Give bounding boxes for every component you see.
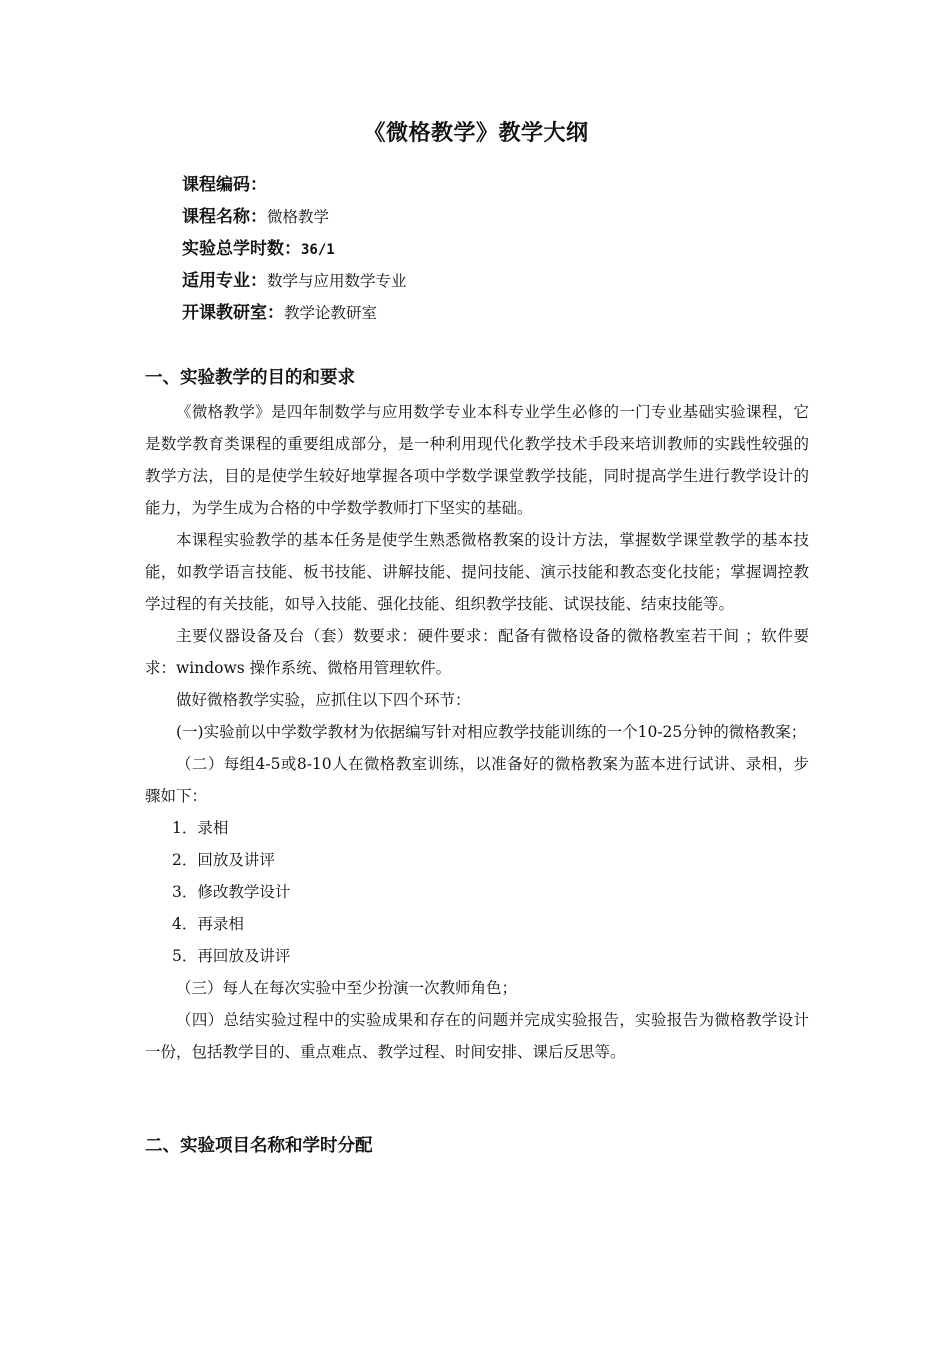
paragraph: （二）每组4-5或8-10人在微格教室训练，以准备好的微格教案为蓝本进行试讲、录相，步骤如下： — [145, 755, 809, 805]
section-body — [145, 396, 809, 1068]
meta-value: 微格教学 — [267, 208, 330, 226]
meta-value: 数学与应用数学专业 — [267, 272, 407, 290]
meta-label: 课程编码： — [182, 175, 267, 195]
meta-total-hours — [182, 236, 822, 268]
paragraph: 主要仪器设备及台（套）数要求：硬件要求：配备有微格设备的微格教室若干间 ；软件要求：windows 操作系统、微格用管理软件。 — [145, 627, 809, 677]
list-item: 4．再录相 — [172, 915, 244, 933]
list-item: 5．再回放及讲评 — [172, 947, 291, 965]
paragraph: (一)实验前以中学数学教材为依据编写针对相应教学技能训练的一个10-25分钟的微格教案； — [176, 723, 807, 741]
paragraph: 《微格教学》是四年制数学与应用数学专业本科专业学生必修的一门专业基础实验课程，它是数学教育类课程的重要组成部分，是一种利用现代化教学技术手段来培训教师的实践性较强的教学方法，目的是使学生较好地掌握各项中学数学课堂教学技能，同时提高学生进行教学设计的能力，为学生成为合格的中学数学教师打下坚实的基础。 — [145, 403, 809, 517]
meta-major — [182, 268, 822, 300]
meta-course-code — [182, 172, 822, 204]
meta-label: 课程名称： — [182, 207, 267, 227]
paragraph: （四）总结实验过程中的实验成果和存在的问题并完成实验报告，实验报告为微格教学设计一份，包括教学目的、重点难点、教学过程、时间安排、课后反思等。 — [145, 1011, 809, 1061]
meta-course-name — [182, 204, 822, 236]
meta-label: 实验总学时数： — [182, 239, 301, 259]
meta-label: 开课教研室： — [182, 303, 284, 323]
meta-department — [182, 300, 822, 332]
paragraph: 本课程实验教学的基本任务是使学生熟悉微格教案的设计方法，掌握数学课堂教学的基本技能，如教学语言技能、板书技能、讲解技能、提问技能、演示技能和教态变化技能；掌握调控教学过程的有关技能，如导入技能、强化技能、组织教学技能、试误技能、结束技能等。 — [145, 531, 809, 613]
list-item: 1．录相 — [172, 819, 229, 837]
list-item: 3．修改教学设计 — [172, 883, 291, 901]
paragraph: 做好微格教学实验，应抓住以下四个环节： — [176, 691, 471, 709]
document-title: 《微格教学》教学大纲 — [363, 121, 589, 146]
paragraph: （三）每人在每次实验中至少扮演一次教师角色； — [176, 979, 518, 997]
meta-label: 适用专业： — [182, 271, 267, 291]
section-heading-1: 一、实验教学的目的和要求 — [145, 368, 355, 388]
section-heading-2: 二、实验项目名称和学时分配 — [145, 1136, 373, 1156]
meta-value: 36/1 — [301, 242, 335, 258]
course-info — [182, 172, 822, 332]
meta-value: 教学论教研室 — [284, 304, 378, 322]
list-item: 2．回放及讲评 — [172, 851, 275, 869]
